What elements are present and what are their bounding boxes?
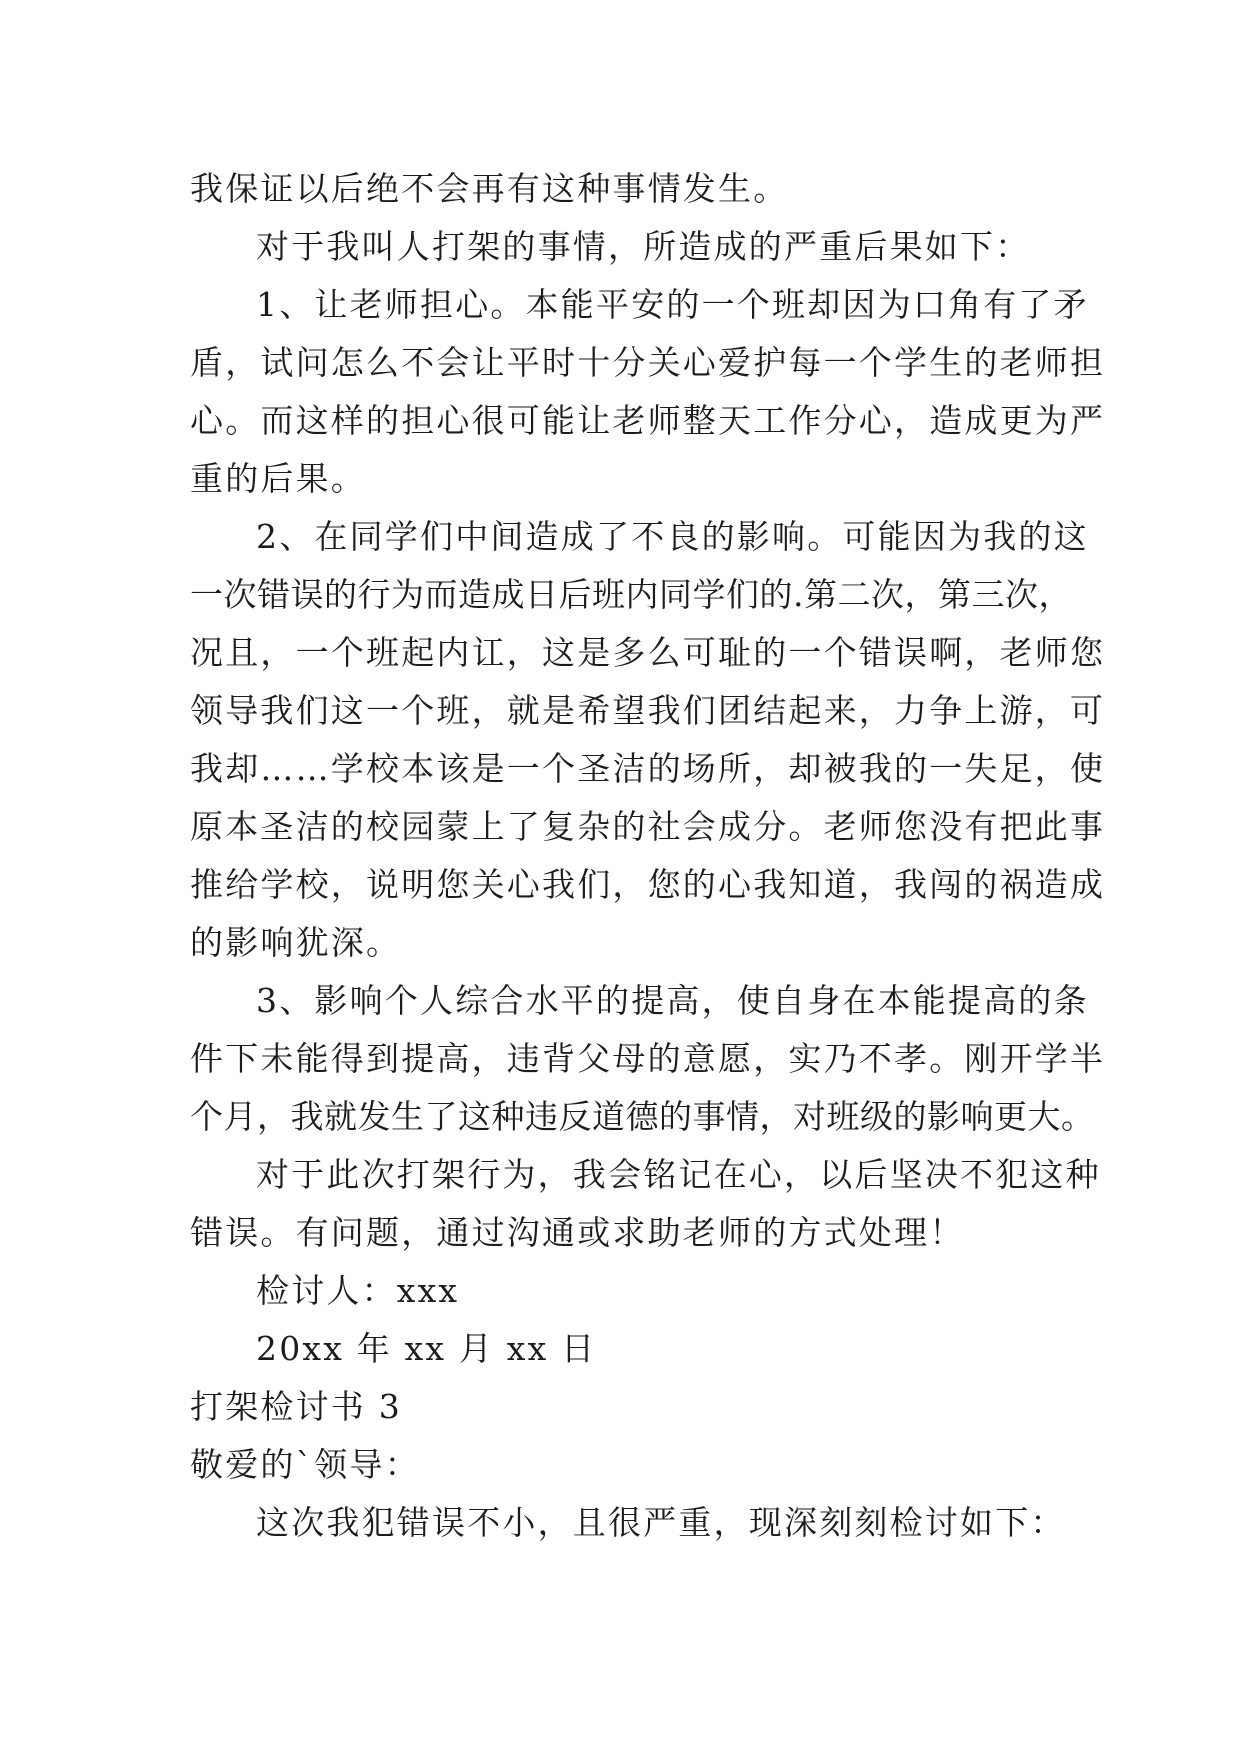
text-line: 一次错误的行为而造成日后班内同学们的.第二次，第三次， xyxy=(190,575,1072,614)
text-line: 这次我犯错误不小，且很严重，现深刻刻检讨如下： xyxy=(256,1503,1066,1542)
text-line: 原本圣洁的校园蒙上了复杂的社会成分。老师您没有把此事 xyxy=(190,807,1106,846)
text-line: 我却……学校本该是一个圣洁的场所，却被我的一失足，使 xyxy=(190,749,1106,788)
text-line: 个月，我就发生了这种违反道德的事情，对班级的影响更大。 xyxy=(190,1097,1095,1136)
section-title: 打架检讨书 3 xyxy=(190,1387,402,1426)
signature-line: 检讨人：xxx xyxy=(256,1271,460,1310)
text-line: 1、让老师担心。本能平安的一个班却因为口角有了矛 xyxy=(256,285,1089,324)
text-line: 3、影响个人综合水平的提高，使自身在本能提高的条 xyxy=(256,981,1089,1020)
text-line: 重的后果。 xyxy=(190,459,366,498)
text-line: 件下未能得到提高，违背父母的意愿，实乃不孝。刚开学半 xyxy=(190,1039,1106,1078)
text-line: 的影响犹深。 xyxy=(190,923,402,962)
text-line: 况且，一个班起内讧，这是多么可耻的一个错误啊，老师您 xyxy=(190,633,1106,672)
text-line: 心。而这样的担心很可能让老师整天工作分心，造成更为严 xyxy=(190,401,1106,440)
text-line: 我保证以后绝不会再有这种事情发生。 xyxy=(190,169,789,208)
text-line: 领导我们这一个班，就是希望我们团结起来，力争上游，可 xyxy=(190,691,1106,730)
text-line: 对于此次打架行为，我会铭记在心，以后坚决不犯这种 xyxy=(256,1155,1101,1194)
salutation: 敬爱的`领导： xyxy=(190,1445,420,1484)
text-line: 2、在同学们中间造成了不良的影响。可能因为我的这 xyxy=(256,517,1089,556)
text-line: 对于我叫人打架的事情，所造成的严重后果如下： xyxy=(256,227,1031,266)
text-line: 盾，试问怎么不会让平时十分关心爱护每一个学生的老师担 xyxy=(190,343,1106,382)
document-body xyxy=(190,160,1106,1552)
text-line: 错误。有问题，通过沟通或求助老师的方式处理！ xyxy=(190,1213,965,1252)
date-line: 20xx 年 xx 月 xx 日 xyxy=(256,1329,597,1368)
text-line: 推给学校，说明您关心我们，您的心我知道，我闯的祸造成 xyxy=(190,865,1106,904)
